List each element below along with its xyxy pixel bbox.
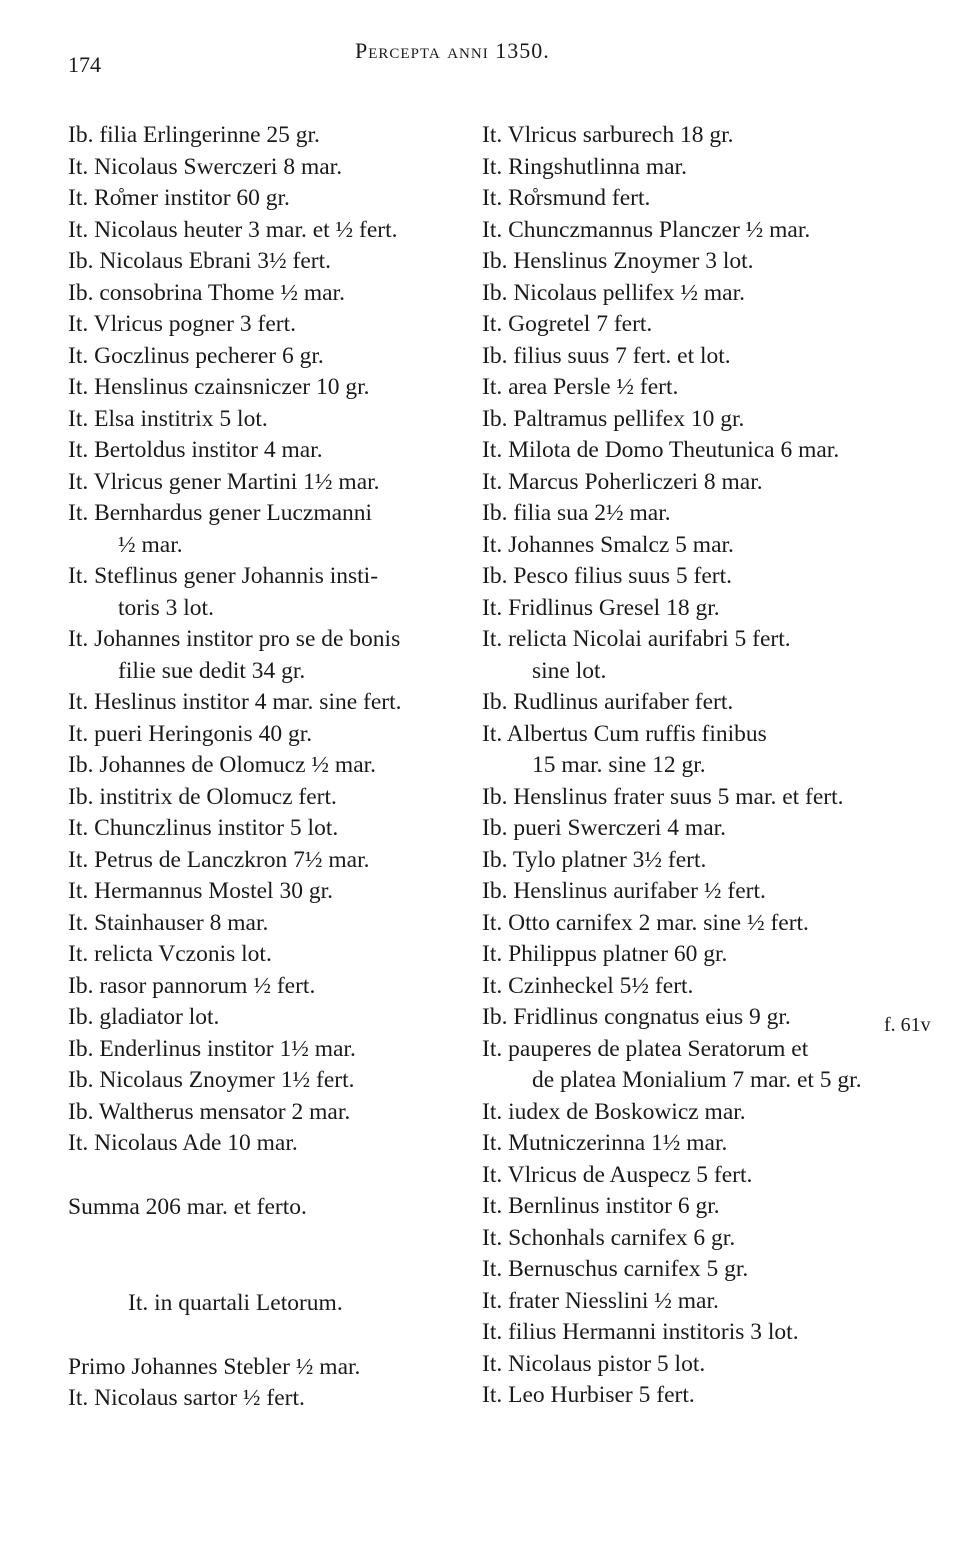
list-item: Ib. Fridlinus congnatus eius 9 gr. [482,1004,791,1030]
list-item-continuation: filie sue dedit 34 gr. [118,657,306,684]
list-item: It. Mutniczerinna 1½ mar. [482,1130,728,1156]
running-head: Percepta anni 1350. [355,38,550,63]
list-item: It. pauperes de platea Seratorum et [482,1035,809,1062]
list-item: It. Elsa institrix 5 lot. [68,405,268,432]
list-item: Ib. Henslinus aurifaber ½ fert. [482,878,766,904]
list-item: It. Vlricus de Auspecz 5 fert. [482,1161,753,1188]
list-item: It. Heslinus institor 4 mar. sine fert. [68,689,402,715]
list-item: It. Otto carnifex 2 mar. sine ½ fert. [482,909,809,936]
list-item: It. Ringshutlinna mar. [482,153,687,180]
list-item: It. Leo Hurbiser 5 fert. [482,1382,695,1408]
list-item: Ib. filia sua 2½ mar. [482,500,671,526]
list-item: It. Nicolaus heuter 3 mar. et ½ fert. [68,216,398,243]
list-item: It. Fridlinus Gresel 18 gr. [482,594,720,621]
list-item: It. Nicolaus Ade 10 mar. [68,1130,298,1156]
list-item: Ib. Nicolaus Ebrani 3½ fert. [68,248,331,274]
list-item: It. frater Niesslini ½ mar. [482,1287,719,1314]
list-item: It. Johannes Smalcz 5 mar. [482,531,734,558]
list-item: It. area Persle ½ fert. [482,374,679,400]
list-item: It. Chunczmannus Planczer ½ mar. [482,216,811,243]
list-item: Ib. Nicolaus pellifex ½ mar. [482,279,745,306]
summa-line: Summa 206 mar. et ferto. [68,1193,307,1220]
list-item: It. Nicolaus sartor ½ fert. [68,1385,305,1411]
list-item: Ib. Waltherus mensator 2 mar. [68,1098,351,1125]
list-item: Ib. gladiator lot. [68,1004,220,1030]
list-item-continuation: toris 3 lot. [118,594,214,621]
list-item: It. Bernuschus carnifex 5 gr. [482,1256,749,1282]
list-item: Ib. rasor pannorum ½ fert. [68,972,316,999]
list-item: It. Milota de Domo Theutunica 6 mar. [482,437,840,463]
list-item: It. filius Hermanni institoris 3 lot. [482,1319,799,1345]
folio-margin-note: f. 61v [884,1014,931,1036]
list-item: Ib. Johannes de Olomucz ½ mar. [68,752,377,778]
section-heading: It. in quartali Letorum. [128,1290,343,1316]
list-item: It. Bernlinus institor 6 gr. [482,1193,720,1219]
list-item: Primo Johannes Stebler ½ mar. [68,1353,361,1380]
list-item: It. Albertus Cum ruffis finibus [482,720,767,747]
list-item: It. Philippus platner 60 gr. [482,941,728,967]
right-column [482,120,902,1412]
list-item: It. Bernhardus gener Luczmanni [68,500,373,526]
list-item: It. Goczlinus pecherer 6 gr. [68,342,324,369]
list-item: It. Gogretel 7 fert. [482,311,653,337]
list-item: It. Schonhals carnifex 6 gr. [482,1224,736,1251]
list-item: It. relicta Vczonis lot. [68,941,272,967]
list-item-continuation: sine lot. [532,657,607,684]
list-item: It. Nicolaus pistor 5 lot. [482,1350,706,1377]
list-item: It. Henslinus czainsniczer 10 gr. [68,374,370,400]
list-item: Ib. Henslinus Znoymer 3 lot. [482,248,754,274]
list-item: It. iudex de Boskowicz mar. [482,1098,746,1125]
list-item: It. Marcus Poherliczeri 8 mar. [482,468,763,495]
list-item: It. Stainhauser 8 mar. [68,909,269,936]
list-item: Ib. institrix de Olomucz fert. [68,783,337,810]
list-item: Ib. Paltramus pellifex 10 gr. [482,405,745,432]
list-item: It. Ro̊mer institor 60 gr. [68,185,290,211]
list-item: It. Johannes institor pro se de bonis [68,626,401,652]
list-item: Ib. Tylo platner 3½ fert. [482,846,707,873]
list-item: It. Ro̊rsmund fert. [482,185,651,211]
list-item: It. Nicolaus Swerczeri 8 mar. [68,153,343,180]
list-item: It. pueri Heringonis 40 gr. [68,720,313,747]
list-item: It. Bertoldus institor 4 mar. [68,437,323,463]
page-number: 174 [68,52,101,77]
list-item: It. Vlricus gener Martini 1½ mar. [68,468,380,495]
list-item-continuation: ½ mar. [118,531,183,558]
list-item: It. Czinheckel 5½ fert. [482,972,694,999]
list-item: It. relicta Nicolai aurifabri 5 fert. [482,626,791,652]
list-item: Ib. Henslinus frater suus 5 mar. et fert. [482,783,844,810]
list-item: Ib. pueri Swerczeri 4 mar. [482,815,727,841]
list-item: It. Petrus de Lanczkron 7½ mar. [68,846,370,873]
list-item: Ib. Pesco filius suus 5 fert. [482,563,732,589]
list-item: It. Steflinus gener Johannis insti- [68,563,379,589]
list-item-continuation: de platea Monialium 7 mar. et 5 gr. [532,1067,862,1093]
list-item-continuation: 15 mar. sine 12 gr. [532,752,706,778]
list-item: Ib. consobrina Thome ½ mar. [68,279,345,306]
list-item: It. Hermannus Mostel 30 gr. [68,878,333,904]
list-item: It. Chunczlinus institor 5 lot. [68,815,339,841]
list-item: It. Vlricus pogner 3 fert. [68,311,296,337]
left-column [68,120,468,1415]
list-item: Ib. Nicolaus Znoymer 1½ fert. [68,1067,355,1093]
list-item: Ib. filia Erlingerinne 25 gr. [68,122,320,148]
list-item: It. Vlricus sarburech 18 gr. [482,122,734,148]
list-item: Ib. Rudlinus aurifaber fert. [482,689,734,715]
list-item: Ib. filius suus 7 fert. et lot. [482,342,731,369]
list-item: Ib. Enderlinus institor 1½ mar. [68,1035,356,1062]
